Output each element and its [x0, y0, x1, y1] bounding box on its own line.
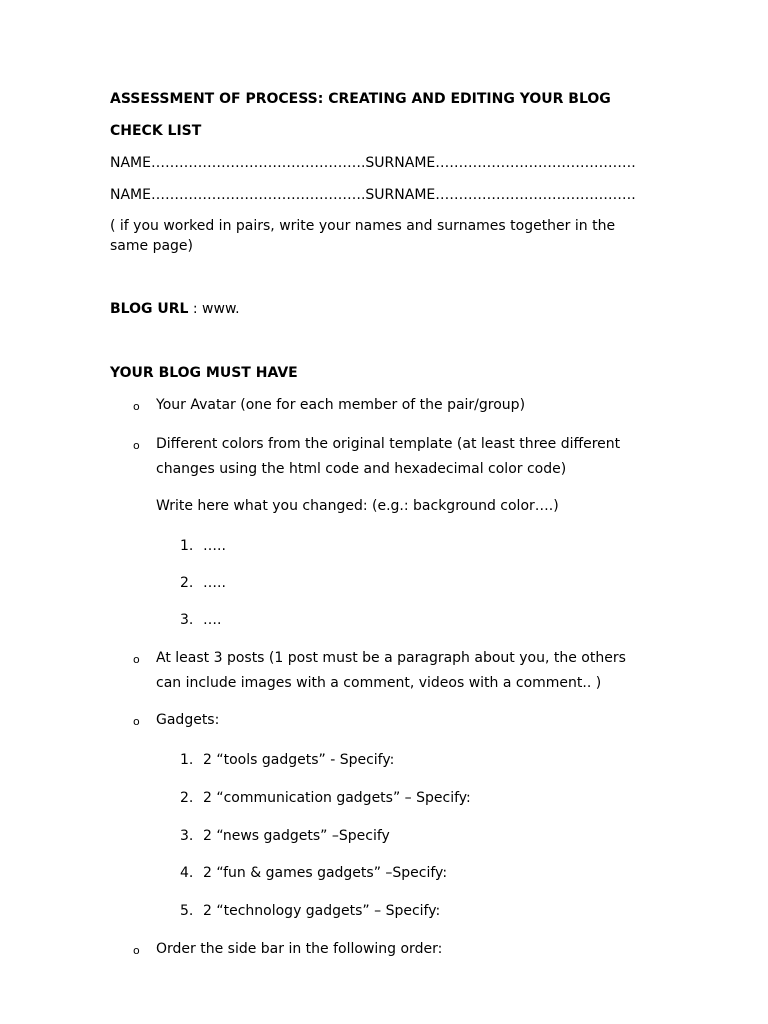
- color-change-blank: …..: [203, 538, 226, 554]
- blog-url-value: : www.: [188, 301, 240, 317]
- color-change-number: 1.: [180, 538, 194, 554]
- gadget-item: 2 “technology gadgets” – Specify:: [203, 903, 441, 919]
- document-title: ASSESSMENT OF PROCESS: CREATING AND EDITING YOUR BLOG: [110, 91, 611, 107]
- list-item-posts: At least 3 posts (1 post must be a paragraph about you, the others: [156, 650, 626, 666]
- pairs-note: ( if you worked in pairs, write your names and surnames together in the same page): [110, 218, 616, 254]
- gadget-item: 2 “news gadgets” –Specify: [203, 828, 390, 844]
- color-change-number: 2.: [180, 575, 194, 591]
- gadget-item: 2 “communication gadgets” – Specify:: [203, 790, 471, 806]
- colors-note: Write here what you changed: (e.g.: background color….): [156, 498, 559, 514]
- name-field-line: NAME……………………………………….SURNAME…………………………………….: [110, 155, 636, 171]
- gadget-number: 2.: [180, 790, 194, 806]
- blog-url-label: BLOG URL: [110, 301, 189, 317]
- gadget-number: 5.: [180, 903, 194, 919]
- bullet-marker: o: [133, 944, 140, 957]
- list-item-gadgets: Gadgets:: [156, 712, 220, 728]
- gadget-item: 2 “tools gadgets” - Specify:: [203, 752, 395, 768]
- gadget-number: 4.: [180, 865, 194, 881]
- gadget-number: 1.: [180, 752, 194, 768]
- list-item-colors-cont: changes using the html code and hexadecimal color code): [156, 461, 567, 477]
- color-change-blank: ….: [203, 612, 222, 628]
- blog-url-line: [110, 299, 240, 319]
- bullet-marker: o: [133, 715, 140, 728]
- color-change-number: 3.: [180, 612, 194, 628]
- bullet-marker: o: [133, 653, 140, 666]
- bullet-marker: o: [133, 400, 140, 413]
- list-item-avatar: Your Avatar (one for each member of the pair/group): [156, 397, 526, 413]
- gadget-item: 2 “fun & games gadgets” –Specify:: [203, 865, 448, 881]
- list-item-posts-cont: can include images with a comment, videos with a comment.. ): [156, 675, 602, 691]
- checklist-heading: CHECK LIST: [110, 123, 202, 139]
- list-item-colors: Different colors from the original template (at least three different: [156, 436, 621, 452]
- list-item-sidebar-order: Order the side bar in the following order:: [156, 941, 443, 957]
- gadget-number: 3.: [180, 828, 194, 844]
- color-change-blank: …..: [203, 575, 226, 591]
- must-have-heading: YOUR BLOG MUST HAVE: [110, 365, 298, 381]
- bullet-marker: o: [133, 439, 140, 452]
- name-field-line: NAME……………………………………….SURNAME…………………………………….: [110, 187, 636, 203]
